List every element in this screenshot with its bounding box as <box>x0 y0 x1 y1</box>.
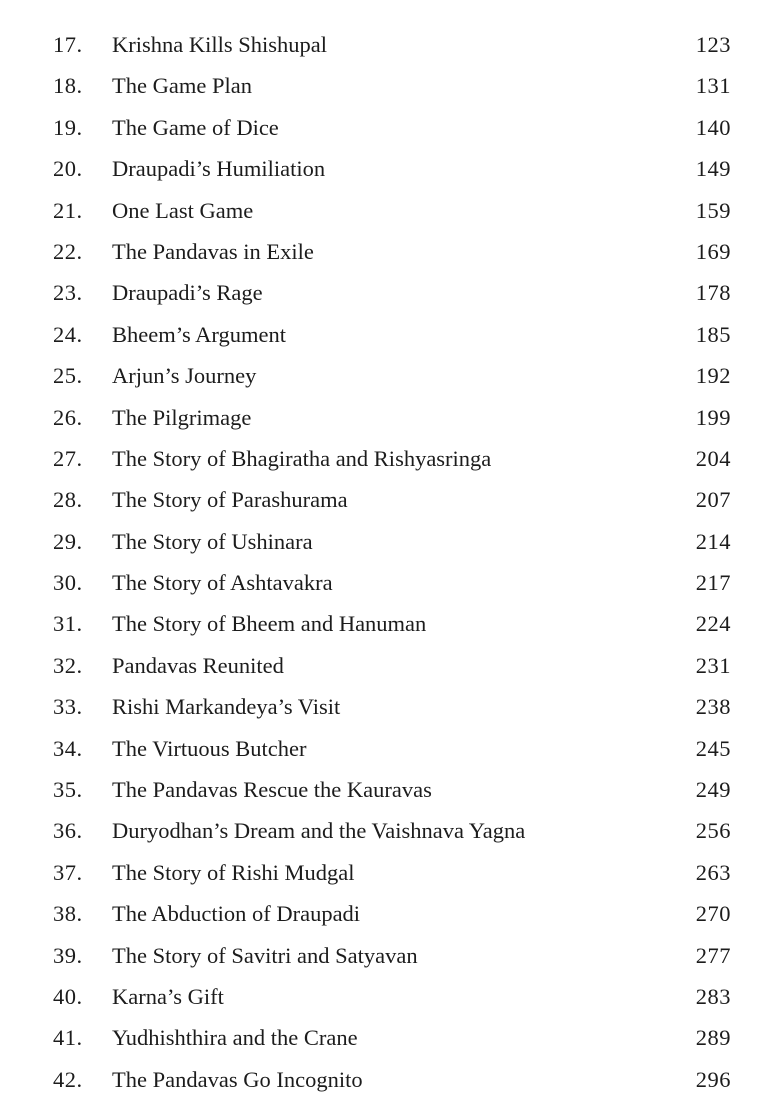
toc-entry <box>0 1059 780 1100</box>
chapter-title: The Pandavas Go Incognito <box>112 1066 363 1092</box>
chapter-title: Rishi Markandeya’s Visit <box>112 694 341 720</box>
chapter-title: The Story of Parashurama <box>112 487 348 513</box>
page-number: 140 <box>695 114 731 140</box>
chapter-number: 25. <box>53 363 83 389</box>
page-number: 169 <box>695 238 731 264</box>
chapter-number: 41. <box>53 1025 83 1051</box>
page-number: 178 <box>695 280 731 306</box>
page-number: 256 <box>695 818 731 844</box>
toc-entry <box>0 810 780 851</box>
toc-entry <box>0 190 780 231</box>
chapter-number: 38. <box>53 901 83 927</box>
chapter-title: Yudhishthira and the Crane <box>112 1025 358 1051</box>
chapter-title: The Story of Ashtavakra <box>112 570 333 596</box>
chapter-title: The Game of Dice <box>112 114 279 140</box>
chapter-title: Bheem’s Argument <box>112 321 286 347</box>
toc-entry <box>0 438 780 479</box>
toc-entry <box>0 1017 780 1058</box>
chapter-title: The Pilgrimage <box>112 404 252 430</box>
chapter-title: Draupadi’s Humiliation <box>112 156 326 182</box>
chapter-number: 21. <box>53 197 83 223</box>
page-number: 123 <box>695 32 731 57</box>
page-number: 131 <box>695 73 731 99</box>
page-number: 249 <box>695 777 731 803</box>
toc-entry <box>0 272 780 313</box>
chapter-title: The Pandavas Rescue the Kauravas <box>112 777 432 803</box>
chapter-number: 30. <box>53 570 83 596</box>
chapter-number: 37. <box>53 859 83 885</box>
page-number: 199 <box>695 404 731 430</box>
chapter-title: The Virtuous Butcher <box>112 735 307 761</box>
chapter-title: One Last Game <box>112 197 254 223</box>
toc-entry <box>0 24 780 65</box>
chapter-title: Arjun’s Journey <box>112 363 257 389</box>
page-number: 192 <box>695 363 731 389</box>
toc-entry <box>0 976 780 1017</box>
chapter-number: 34. <box>53 735 83 761</box>
toc-entry <box>0 769 780 810</box>
toc-entry <box>0 107 780 148</box>
chapter-title: The Story of Ushinara <box>112 528 313 554</box>
page-number: 214 <box>695 528 731 554</box>
chapter-title: Krishna Kills Shishupal <box>112 32 328 57</box>
chapter-number: 33. <box>53 694 83 720</box>
page-number: 296 <box>695 1066 731 1092</box>
chapter-number: 42. <box>53 1066 83 1092</box>
toc-entry <box>0 686 780 727</box>
toc-entry <box>0 852 780 893</box>
chapter-title: The Game Plan <box>112 73 252 99</box>
chapter-title: The Story of Savitri and Satyavan <box>112 942 418 968</box>
toc-entry <box>0 479 780 520</box>
chapter-title: The Pandavas in Exile <box>112 238 314 264</box>
page-number: 245 <box>695 735 731 761</box>
chapter-number: 40. <box>53 983 83 1009</box>
toc-entry <box>0 231 780 272</box>
toc-entry <box>0 314 780 355</box>
chapter-number: 19. <box>53 114 83 140</box>
page-number: 185 <box>695 321 731 347</box>
page-number: 263 <box>695 859 731 885</box>
toc-entry <box>0 728 780 769</box>
toc-entry <box>0 603 780 644</box>
chapter-title: The Story of Bheem and Hanuman <box>112 611 427 637</box>
page-number: 224 <box>695 611 731 637</box>
toc-entry <box>0 521 780 562</box>
toc-entry <box>0 562 780 603</box>
chapter-number: 27. <box>53 445 83 471</box>
page-number: 289 <box>695 1025 731 1051</box>
page-number: 217 <box>695 570 731 596</box>
toc-entry <box>0 355 780 396</box>
chapter-title: The Story of Bhagiratha and Rishyasringa <box>112 445 492 471</box>
chapter-number: 17. <box>53 32 83 57</box>
toc-entry <box>0 397 780 438</box>
chapter-number: 22. <box>53 238 83 264</box>
page-number: 159 <box>695 197 731 223</box>
chapter-number: 28. <box>53 487 83 513</box>
page-number: 207 <box>695 487 731 513</box>
toc-entry <box>0 645 780 686</box>
chapter-title: Karna’s Gift <box>112 983 224 1009</box>
page-number: 270 <box>695 901 731 927</box>
chapter-number: 29. <box>53 528 83 554</box>
chapter-number: 32. <box>53 652 83 678</box>
toc-entry <box>0 935 780 976</box>
chapter-title: The Story of Rishi Mudgal <box>112 859 355 885</box>
page-number: 283 <box>695 983 731 1009</box>
chapter-title: Duryodhan’s Dream and the Vaishnava Yagna <box>112 818 526 844</box>
chapter-number: 31. <box>53 611 83 637</box>
chapter-number: 23. <box>53 280 83 306</box>
chapter-number: 26. <box>53 404 83 430</box>
chapter-number: 18. <box>53 73 83 99</box>
chapter-number: 35. <box>53 777 83 803</box>
chapter-title: Pandavas Reunited <box>112 652 284 678</box>
chapter-number: 39. <box>53 942 83 968</box>
page-number: 238 <box>695 694 731 720</box>
page-number: 149 <box>695 156 731 182</box>
toc-entry <box>0 893 780 934</box>
page-number: 277 <box>695 942 731 968</box>
chapter-number: 36. <box>53 818 83 844</box>
toc-entry <box>0 148 780 189</box>
page-number: 204 <box>695 445 731 471</box>
toc-entry <box>0 65 780 106</box>
page-number: 231 <box>695 652 731 678</box>
table-of-contents <box>0 24 780 1100</box>
chapter-title: Draupadi’s Rage <box>112 280 263 306</box>
chapter-number: 20. <box>53 156 83 182</box>
chapter-number: 24. <box>53 321 83 347</box>
chapter-title: The Abduction of Draupadi <box>112 901 361 927</box>
